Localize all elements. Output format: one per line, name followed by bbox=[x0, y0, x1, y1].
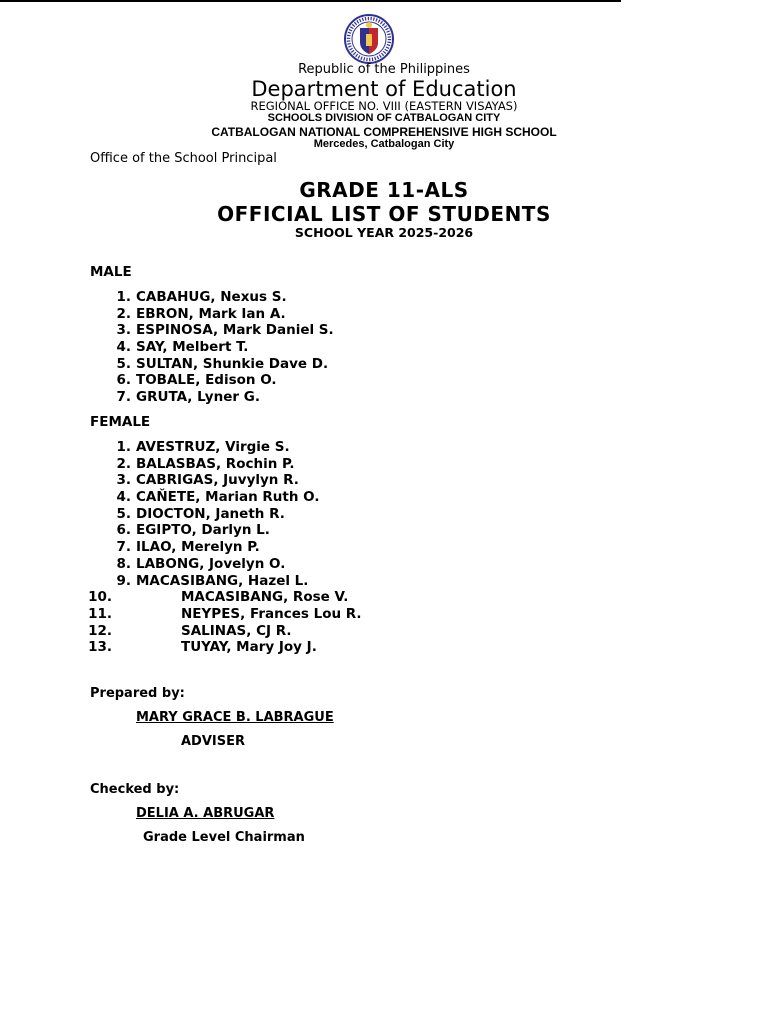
student-number: 3. bbox=[116, 472, 131, 489]
office-label: Office of the School Principal bbox=[90, 151, 277, 166]
regional-office: REGIONAL OFFICE NO. VIII (EASTERN VISAYAS) bbox=[250, 99, 518, 113]
student-name: EBRON, Mark Ian A. bbox=[136, 305, 286, 322]
checked-by-label: Checked by: bbox=[90, 782, 180, 797]
student-name: TUYAY, Mary Joy J. bbox=[181, 639, 317, 656]
school-address: Mercedes, Catbalogan City bbox=[313, 138, 455, 150]
student-name: AVESTRUZ, Virgie S. bbox=[136, 439, 290, 455]
student-name: BALASBAS, Rochin P. bbox=[136, 455, 295, 472]
department-name: Department of Education bbox=[251, 77, 517, 101]
student-name: EGIPTO, Darlyn L. bbox=[136, 522, 270, 539]
student-number: 7. bbox=[116, 539, 131, 556]
student-name: SULTAN, Shunkie Dave D. bbox=[136, 355, 329, 372]
student-name: DIOCTON, Janeth R. bbox=[136, 505, 285, 522]
student-name: SAY, Melbert T. bbox=[136, 339, 249, 356]
student-name: GRUTA, Lyner G. bbox=[136, 389, 260, 406]
student-number: 12. bbox=[88, 622, 112, 639]
header-rule bbox=[0, 0, 621, 2]
student-number: 1. bbox=[116, 289, 131, 305]
checked-by-name: DELIA A. ABRUGAR bbox=[136, 806, 275, 821]
school-year: SCHOOL YEAR 2025-2026 bbox=[294, 225, 474, 240]
student-number: 11. bbox=[88, 605, 112, 622]
checked-by-title: Grade Level Chairman bbox=[143, 830, 305, 845]
country-name: Republic of the Philippines bbox=[298, 62, 470, 77]
list-title: OFFICIAL LIST OF STUDENTS bbox=[217, 202, 551, 226]
student-number: 4. bbox=[116, 489, 131, 506]
student-number: 10. bbox=[88, 589, 112, 606]
student-number: 1. bbox=[116, 439, 131, 455]
student-number: 13. bbox=[88, 639, 112, 656]
schools-division: SCHOOLS DIVISION OF CATBALOGAN CITY bbox=[267, 112, 501, 124]
student-name: SALINAS, CJ R. bbox=[181, 622, 292, 639]
student-name: CABAHUG, Nexus S. bbox=[136, 289, 287, 305]
grade-title: GRADE 11-ALS bbox=[299, 178, 469, 202]
student-number: 2. bbox=[116, 455, 131, 472]
student-number: 6. bbox=[116, 372, 131, 389]
student-name: ILAO, Merelyn P. bbox=[136, 539, 260, 556]
student-name: MACASIBANG, Rose V. bbox=[181, 589, 349, 606]
prepared-by-name: MARY GRACE B. LABRAGUE bbox=[136, 710, 334, 725]
student-number: 6. bbox=[116, 522, 131, 539]
student-number: 3. bbox=[116, 322, 131, 339]
student-number: 9. bbox=[116, 572, 131, 589]
student-name: TOBALE, Edison O. bbox=[136, 372, 277, 389]
school-name: CATBALOGAN NATIONAL COMPREHENSIVE HIGH SCHOOL bbox=[211, 125, 557, 139]
deped-seal bbox=[333, 14, 405, 66]
student-name: LABONG, Jovelyn O. bbox=[136, 555, 286, 572]
male-section-label: MALE bbox=[90, 264, 132, 280]
student-number: 5. bbox=[116, 355, 131, 372]
student-number: 5. bbox=[116, 505, 131, 522]
student-number: 7. bbox=[116, 389, 131, 406]
female-section-label: FEMALE bbox=[90, 414, 151, 430]
deped-seal-icon bbox=[333, 14, 405, 66]
student-name: CABRIGAS, Juvylyn R. bbox=[136, 472, 299, 489]
prepared-by-label: Prepared by: bbox=[90, 686, 185, 701]
student-number: 2. bbox=[116, 305, 131, 322]
student-number: 4. bbox=[116, 339, 131, 356]
student-number: 8. bbox=[116, 555, 131, 572]
student-name: NEYPES, Frances Lou R. bbox=[181, 605, 362, 622]
student-name: MACASIBANG, Hazel L. bbox=[136, 572, 309, 589]
student-name: ESPINOSA, Mark Daniel S. bbox=[136, 322, 334, 339]
prepared-by-title: ADVISER bbox=[181, 734, 246, 749]
student-name: CAŇETE, Marian Ruth O. bbox=[136, 489, 320, 506]
